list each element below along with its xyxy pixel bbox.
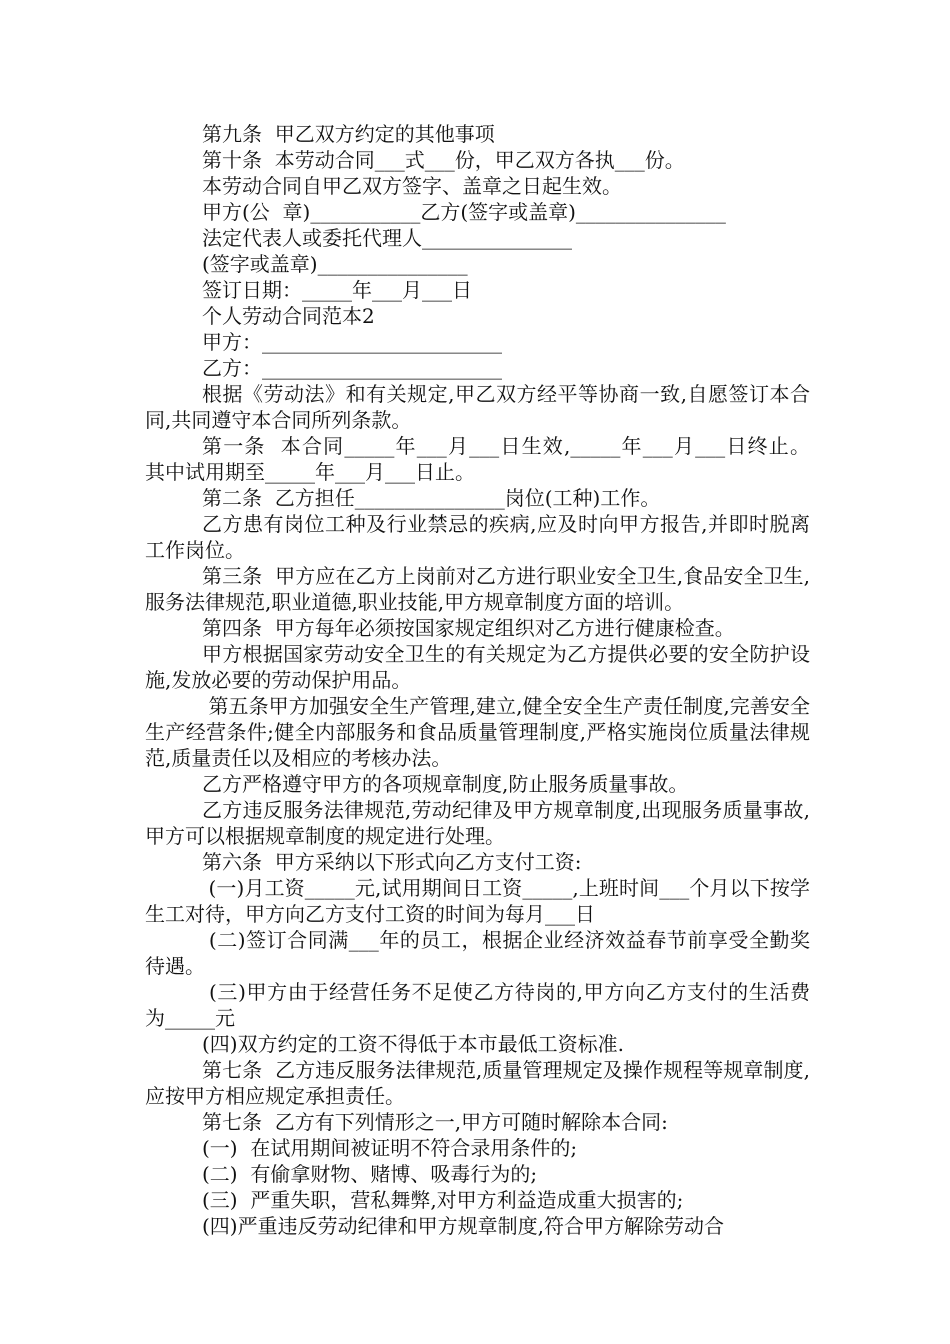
- paragraph: 第七条 乙方违反服务法律规范,质量管理规定及操作规程等规章制度,应按甲方相应规定承担责任。: [145, 1058, 810, 1108]
- paragraph: 第十条 本劳动合同___式___份，甲乙双方各执___份。: [202, 148, 685, 172]
- document-body: [145, 121, 823, 1239]
- paragraph: 个人劳动合同范本2: [202, 304, 375, 328]
- paragraph: 甲方：________________________: [202, 330, 502, 354]
- paragraph: 乙方违反服务法律规范,劳动纪律及甲方规章制度,出现服务质量事故,甲方可以根据规章制度的规定进行处理。: [145, 798, 810, 848]
- paragraph: 甲方(公 章)___________乙方(签字或盖章)_______________: [202, 200, 726, 224]
- paragraph: (一)月工资_____元,试用期间日工资_____,上班时间___个月以下按学生工对待，甲方向乙方支付工资的时间为每月___日: [145, 876, 810, 926]
- paragraph: (二) 有偷拿财物、赌博、吸毒行为的;: [202, 1162, 538, 1186]
- paragraph: 第五条甲方加强安全生产管理,建立,健全安全生产责任制度,完善安全生产经营条件;健全内部服务和食品质量管理制度,严格实施岗位质量法律规范,质量责任以及相应的考核办法。: [145, 694, 810, 770]
- paragraph: (一) 在试用期间被证明不符合录用条件的;: [202, 1136, 578, 1160]
- paragraph: 甲方根据国家劳动安全卫生的有关规定为乙方提供必要的安全防护设施,发放必要的劳动保护用品。: [145, 642, 810, 692]
- paragraph: 第二条 乙方担任_______________岗位(工种)工作。: [202, 486, 661, 510]
- paragraph: 第六条 甲方采纳以下形式向乙方支付工资:: [202, 850, 582, 874]
- paragraph: 本劳动合同自甲乙双方签字、盖章之日起生效。: [202, 174, 622, 198]
- paragraph: 第一条 本合同_____年___月___日生效,_____年___月___日终止。 其中试用期至_____年___月___日止。: [145, 434, 823, 484]
- paragraph: 第九条 甲乙双方约定的其他事项: [202, 122, 495, 146]
- paragraph: 法定代表人或委托代理人_______________: [202, 226, 572, 250]
- paragraph: 第三条 甲方应在乙方上岗前对乙方进行职业安全卫生,食品安全卫生,服务法律规范,职业道德,职业技能,甲方规章制度方面的培训。: [145, 564, 810, 614]
- paragraph: (四)双方约定的工资不得低于本市最低工资标准.: [202, 1032, 624, 1056]
- paragraph: (二)签订合同满___年的员工，根据企业经济效益春节前享受全勤奖待遇。: [145, 928, 811, 978]
- paragraph: 乙方严格遵守甲方的各项规章制度,防止服务质量事故。: [202, 772, 689, 796]
- paragraph: (三)甲方由于经营任务不足使乙方待岗的,甲方向乙方支付的生活费为_____元: [145, 980, 810, 1030]
- paragraph: 第七条 乙方有下列情形之一,甲方可随时解除本合同:: [202, 1110, 668, 1134]
- paragraph: (签字或盖章)_______________: [202, 252, 468, 276]
- paragraph: 乙方：________________________: [202, 356, 502, 380]
- paragraph: (三) 严重失职，营私舞弊,对甲方利益造成重大损害的;: [202, 1188, 684, 1212]
- paragraph: 根据《劳动法》和有关规定,甲乙双方经平等协商一致,自愿签订本合同,共同遵守本合同所列条款。: [145, 382, 810, 432]
- paragraph: 签订日期：_____年___月___日: [202, 278, 472, 302]
- paragraph: 乙方患有岗位工种及行业禁忌的疾病,应及时向甲方报告,并即时脱离工作岗位。: [145, 512, 810, 562]
- paragraph: (四)严重违反劳动纪律和甲方规章制度,符合甲方解除劳动合: [202, 1214, 724, 1238]
- paragraph: 第四条 甲方每年必须按国家规定组织对乙方进行健康检查。: [202, 616, 735, 640]
